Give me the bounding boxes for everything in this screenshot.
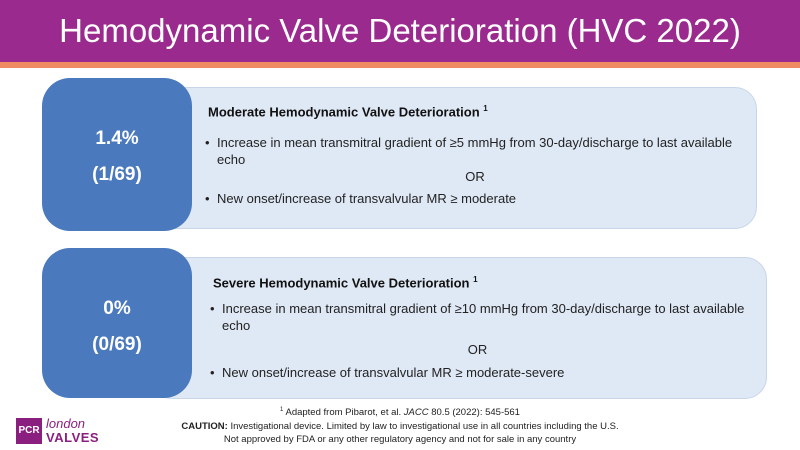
severe-heading: Severe Hemodynamic Valve Deterioration $^1$ (213, 275, 478, 291)
moderate-stat-box (42, 78, 192, 231)
caution-notice: CAUTION: Investigational device. Limited by law to investigational use in all countries including the U.S. (181, 421, 619, 432)
severe-bullet-1: • Increase in mean transmitral gradient of ≥10 mmHg from 30-day/discharge to last available echo (210, 301, 745, 333)
moderate-stat-count: (1/69) (92, 164, 142, 185)
page-title: Hemodynamic Valve Deterioration (HVC 2022) (59, 12, 741, 49)
moderate-ref-mark: 1 (483, 104, 488, 113)
accent-divider (0, 62, 800, 68)
severe-stat-percent: 0% (103, 298, 131, 319)
severe-stat-box (42, 248, 192, 398)
severe-bullet-2: • New onset/increase of transvalvular MR ≥ moderate-severe (210, 365, 565, 380)
moderate-bullet-2: • New onset/increase of transvalvular MR ≥ moderate (205, 191, 517, 206)
moderate-bullet-1: • Increase in mean transmitral gradient of ≥5 mmHg from 30-day/discharge to last available echo (205, 135, 733, 167)
severe-stat-count: (0/69) (92, 334, 142, 355)
moderate-stat-percent: 1.4% (95, 128, 139, 149)
logo-london-text: london (46, 416, 86, 431)
severe-or: OR (467, 342, 488, 357)
moderate-or: OR (465, 169, 485, 184)
severe-ref-mark: 1 (473, 275, 478, 284)
moderate-heading: Moderate Hemodynamic Valve Deterioration $^1$ (208, 104, 488, 120)
footnote-reference: $^1$ Adapted from Pibarot, et al. JACC 80.5 (2022): 545-561 (280, 407, 520, 419)
pcr-logo-mark: PCR (16, 418, 42, 444)
fda-notice: Not approved by FDA or any other regulatory agency and not for sale in any country (223, 434, 577, 445)
logo-valves-text: VALVES (46, 430, 100, 445)
